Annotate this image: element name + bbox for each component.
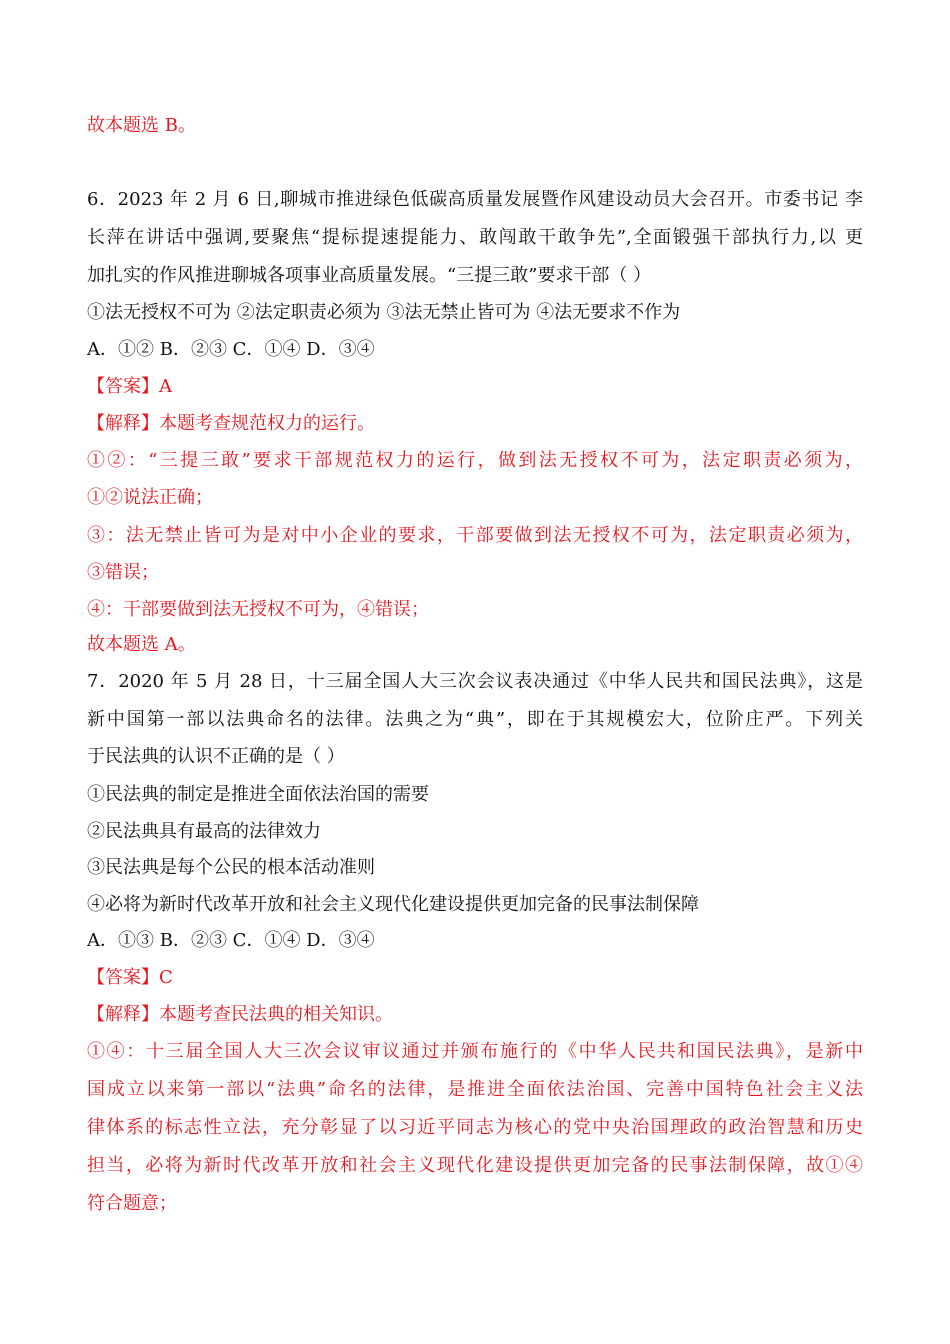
text-line: ③：法无禁止皆可为是对中小企业的要求，干部要做到法无授权不可为，法定职责必须为， [87, 525, 863, 546]
text-line: ②民法典具有最高的法律效力 [87, 821, 321, 842]
text-line: ①民法典的制定是推进全面依法治国的需要 [87, 784, 429, 805]
text-line: 故本题选 A。 [87, 634, 196, 655]
text-line: ④必将为新时代改革开放和社会主义现代化建设提供更加完备的民事法制保障 [87, 894, 699, 915]
text-line: 国成立以来第一部以“法典”命名的法律，是推进全面依法治国、完善中国特色社会主义法 [87, 1079, 863, 1100]
text-line: ④：干部要做到法无授权不可为，④错误； [87, 599, 429, 620]
text-line: 【答案】A [87, 376, 172, 397]
text-line: ①②：“三提三敢”要求干部规范权力的运行，做到法无授权不可为，法定职责必须为， [87, 450, 863, 471]
text-line: 【解释】本题考查规范权力的运行。 [87, 413, 375, 434]
text-line: A．①② B．②③ C．①④ D．③④ [87, 339, 375, 360]
text-line: 6．2023 年 2 月 6 日,聊城市推进绿色低碳高质量发展暨作风建设动员大会召开。市委书记 李 [87, 189, 863, 210]
text-line: 担当，必将为新时代改革开放和社会主义现代化建设提供更加完备的民事法制保障，故①④ [87, 1155, 863, 1176]
text-line: 7．2020 年 5 月 28 日，十三届全国人大三次会议表决通过《中华人民共和国民法典》，这是 [87, 671, 863, 692]
text-line: 长萍在讲话中强调,要聚焦“提标提速提能力、敢闯敢干敢争先”,全面锻强干部执行力,以 更 [87, 227, 863, 248]
text-line: 于民法典的认识不正确的是（ ） [87, 746, 345, 767]
text-line: 故本题选 B。 [87, 115, 196, 136]
text-line: 新中国第一部以法典命名的法律。法典之为“典”，即在于其规模宏大，位阶庄严。下列关 [87, 709, 863, 730]
text-line: ①②说法正确； [87, 487, 213, 508]
text-line: ③民法典是每个公民的根本活动准则 [87, 857, 375, 878]
text-line: ①法无授权不可为 ②法定职责必须为 ③法无禁止皆可为 ④法无要求不作为 [87, 302, 681, 323]
text-line: ①④：十三届全国人大三次会议审议通过并颁布施行的《中华人民共和国民法典》，是新中 [87, 1041, 863, 1062]
text-line: 符合题意； [87, 1193, 177, 1214]
text-line: ③错误； [87, 562, 159, 583]
text-line: A．①③ B．②③ C．①④ D．③④ [87, 930, 375, 951]
text-line: 【解释】本题考查民法典的相关知识。 [87, 1004, 393, 1025]
text-line: 律体系的标志性立法，充分彰显了以习近平同志为核心的党中央治国理政的政治智慧和历史 [87, 1117, 863, 1138]
text-line: 加扎实的作风推进聊城各项事业高质量发展。“三提三敢”要求干部（ ） [87, 265, 652, 286]
text-line: 【答案】C [87, 967, 173, 988]
